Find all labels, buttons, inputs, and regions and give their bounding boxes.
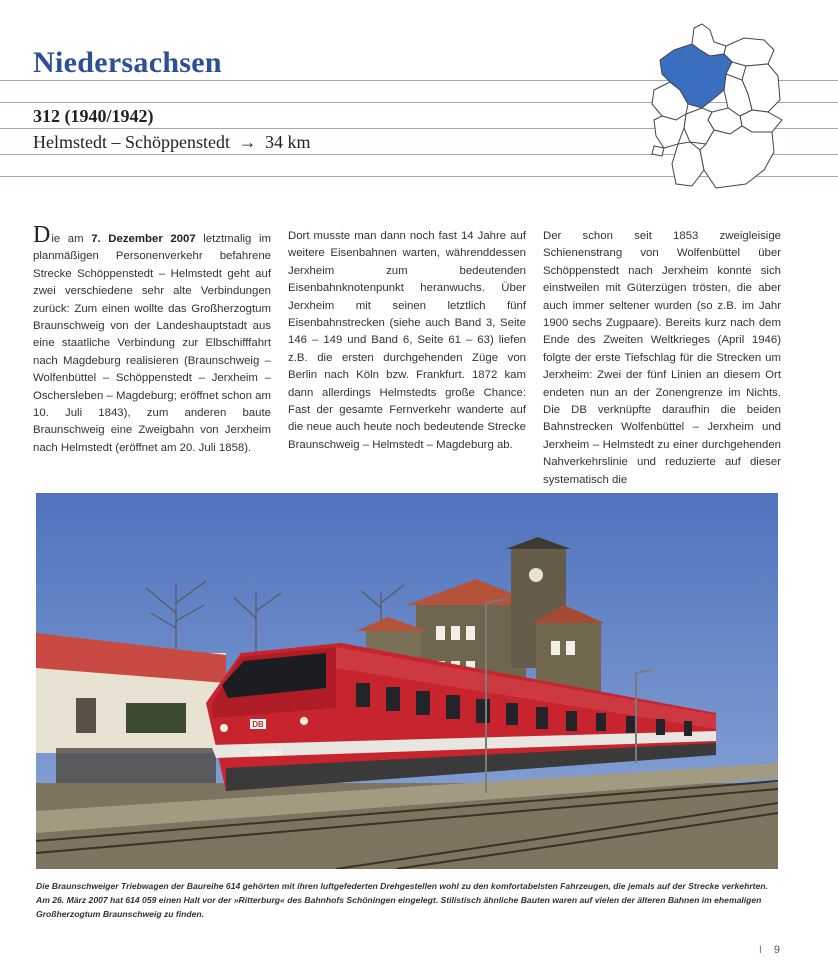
text-column-2 <box>288 228 526 478</box>
region-title: Niedersachsen <box>33 46 222 79</box>
body-text <box>33 222 781 486</box>
photo-caption <box>36 879 778 921</box>
line-number: 312 (1940/1942) <box>33 106 154 126</box>
map-region-rheinland-pfalz <box>654 114 686 148</box>
map-region-saarland <box>652 146 664 156</box>
map-region-bayern <box>700 126 774 188</box>
caption-text: Die Braunschweiger Triebwagen der Baureihe 614 gehörten mit ihren luftgefederten Drehgestellen wohl zu den komfortabelsten Fahrzeugen, die jemals auf der Strecke verkehrten. Am 26. März 2007 hat 614 059 einen Halt vor der »Ritterburg« des Bahnhofs Schöningen eingelegt. Stilistisch ähnliche Bauten waren auf vielen der älteren Bahnen im ehemaligen Großherzogtum Braunschweig zu finden. <box>36 881 768 919</box>
paragraph-text: Der schon seit 1853 zweigleisige Schienenstrang von Wolfenbüttel über Schöppenstedt nach Jerxheim konnte sich einstweilen mit Güterzügen trösten, die aber auch immer seltener wurden (so z.B. im Jahr 1900 sechs Zugpaare). Bereits kurz nach dem Ende des Zweiten Weltkrieges (April 1946) folgte der erste Tiefschlag für die Strecken um Jerxheim: Zwei der fünf Linien an diesem Ort endeten nun an der Zonengrenze im Nichts. Die DB verknüpfte daraufhin die beiden Bahnstrecken Wolfenbüttel – Jerxheim und Jerxheim – Helmstedt zu einer durchgehenden Nahverkehrslinie und reduzierte auf dieser systematisch die <box>543 230 781 486</box>
page-separator: I <box>758 944 762 956</box>
route-length: 34 km <box>265 132 311 152</box>
text-column-3 <box>543 228 781 486</box>
text-column-1 <box>33 222 271 478</box>
train-station-illustration <box>36 493 778 869</box>
page-footer <box>759 944 780 956</box>
paragraph-lead: ie am <box>51 233 92 245</box>
route-from: Helmstedt <box>33 132 107 152</box>
page-number: 9 <box>773 944 780 956</box>
paragraph-text: letztmalig im planmäßigen Personenverkehr befahrene Strecke Schöppenstedt – Helmstedt geht auf zwei verschiedene sehr alte Verbindungen zurück: Zum einen wollte das Großherzogtum Braunschweig von der Landeshauptstadt aus eine staatliche Verbindung zur Elbschifffahrt nach Magdeburg realisieren (Braunschweig – Wolfenbüttel – Schöppenstedt – Jerxheim – Oschersleben – Magdeburg; eröffnet schon am 10. Juli 1843), zum anderen baute Braunschweig eine Zweigbahn von Jerxheim nach Helmstedt (eröffnet am 20. Juli 1858). <box>33 233 271 454</box>
train-photo <box>36 493 778 869</box>
drop-cap: D <box>33 222 51 248</box>
paragraph-text: Dort musste man dann noch fast 14 Jahre auf weitere Eisenbahnen warten, währenddessen Jerxheim zum bedeutenden Eisenbahnknotenpunkt heranwuchs. Über Jerxheim mit seinen letztlich fünf Eisenbahnstrecken (siehe auch Band 3, Seite 146 – 149 und Band 6, Seite 61 – 63) liefen z.B. die ersten durchgehenden Züge von Berlin nach Köln bzw. Frankfurt. 1872 kam dann allerdings Helmstedts große Chance: Fast der gesamte Fernverkehr wanderte auf die neue auch heute noch bedeutende Strecke Braunschweig – Helmstedt – Magdeburg ab. <box>288 230 526 451</box>
map-region-baden-wuerttemberg <box>672 142 704 186</box>
chapter-header <box>0 0 838 200</box>
arrow-icon: → <box>238 132 257 152</box>
route-to: Schöppenstedt <box>125 132 230 152</box>
highlight-date: 7. Dezember 2007 <box>91 233 196 245</box>
route-separator: – <box>111 132 121 152</box>
germany-map-icon <box>640 20 800 192</box>
db-logo: DB <box>252 720 264 729</box>
route-title <box>33 132 311 153</box>
train-number: 614 059-4 <box>250 750 282 757</box>
